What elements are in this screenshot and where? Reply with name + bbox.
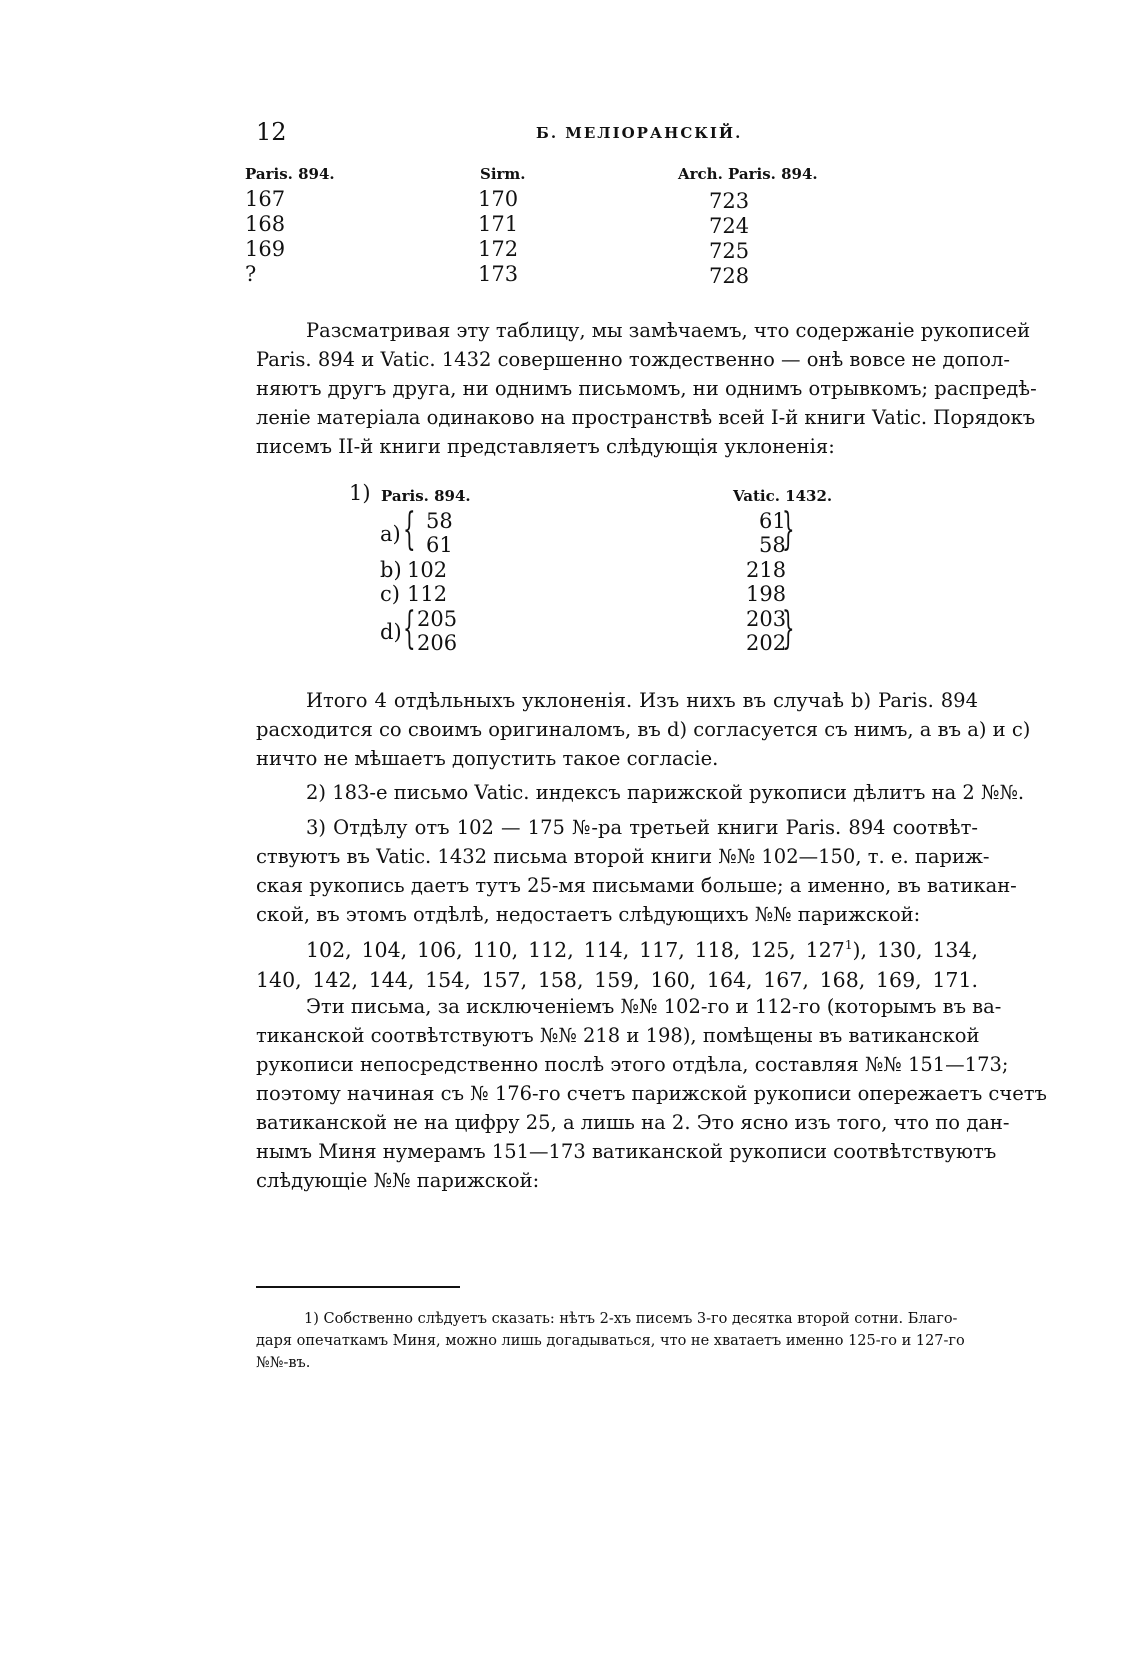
text-line: тиканской соотвѣтствуютъ №№ 218 и 198), помѣщены въ ватиканской xyxy=(256,1024,980,1047)
footnote-mark: 1 xyxy=(844,938,853,952)
table-cell: 723 xyxy=(709,189,750,213)
table-cell: 173 xyxy=(478,262,519,286)
text-line: ватиканской не на цифру 25, а лишь на 2. Это ясно изъ того, что по дан- xyxy=(256,1111,1010,1134)
table-cell: 171 xyxy=(478,212,519,236)
left-brace: { xyxy=(403,504,416,555)
text-line: расходится со своимъ оригиналомъ, въ d) согласуется съ нимъ, а въ a) и c) xyxy=(256,718,1031,741)
paragraph-5 xyxy=(256,930,978,995)
text-line: писемъ II-й книги представляетъ слѣдующiя уклоненiя: xyxy=(256,435,835,458)
table-cell: 205 xyxy=(417,607,458,631)
table-cell: 61 xyxy=(426,533,453,557)
table-cell: 58 xyxy=(426,509,453,533)
group-label: b) xyxy=(380,558,402,582)
number-list-part: ), 130, 134, xyxy=(852,937,979,962)
table-cell: 61 xyxy=(759,509,786,533)
paragraph-1 xyxy=(256,316,1037,461)
text-line: ствуютъ въ Vatic. 1432 письма второй книги №№ 102—150, т. е. париж- xyxy=(256,845,990,868)
text-line: няютъ другъ друга, ни однимъ письмомъ, ни однимъ отрывкомъ; распредѣ- xyxy=(256,377,1037,400)
footnote-line: 1) Собственно слѣдуетъ сказать: нѣтъ 2-хъ писемъ 3-го десятка второй сотни. Благо- xyxy=(304,1311,958,1327)
group-label: a) xyxy=(380,522,401,546)
item-number: 1) xyxy=(349,481,371,505)
table-cell: 102 xyxy=(407,558,448,582)
text-line: нымъ Миня нумерамъ 151—173 ватиканской рукописи соотвѣтствуютъ xyxy=(256,1140,997,1163)
table-cell: 202 xyxy=(746,631,787,655)
table1-header-paris: Paris. 894. xyxy=(245,165,335,183)
table1-header-arch: Arch. Paris. 894. xyxy=(678,165,818,183)
footnote-rule xyxy=(256,1286,460,1288)
table-cell: 218 xyxy=(746,558,787,582)
paragraph-4 xyxy=(256,813,1017,929)
table-cell: ? xyxy=(245,262,257,286)
text-line: поэтому начиная съ № 176-го счетъ парижской рукописи опережаетъ счетъ xyxy=(256,1082,1047,1105)
table-cell: 198 xyxy=(746,582,787,606)
paragraph-3 xyxy=(256,778,1025,807)
text-line xyxy=(256,930,978,965)
table-cell: 728 xyxy=(709,264,750,288)
text-line: ленiе матерiала одинаково на пространствѣ всей I-й книги Vatic. Порядокъ xyxy=(256,406,1036,429)
table-cell: 724 xyxy=(709,214,750,238)
text-line: ничто не мѣшаетъ допустить такое согласiе. xyxy=(256,747,719,770)
text-line: 2) 183-е письмо Vatic. индексъ парижской рукописи дѣлитъ на 2 №№. xyxy=(306,781,1025,804)
number-list-part: 102, 104, 106, 110, 112, 114, 117, 118, 125, 127 xyxy=(306,937,845,962)
text-line: Итого 4 отдѣльныхъ уклоненiя. Изъ нихъ въ случаѣ b) Paris. 894 xyxy=(306,689,978,712)
right-brace: } xyxy=(782,504,795,555)
table-cell: 112 xyxy=(407,582,448,606)
table-cell: 167 xyxy=(245,187,286,211)
group-label: d) xyxy=(380,620,402,644)
table-cell: 206 xyxy=(417,631,458,655)
table-cell: 170 xyxy=(478,187,519,211)
text-line: Paris. 894 и Vatic. 1432 совершенно тождественно — онѣ вовсе не допол- xyxy=(256,348,1010,371)
text-line: Эти письма, за исключенiемъ №№ 102-го и 112-го (которымъ въ ва- xyxy=(306,995,1002,1018)
left-brace: { xyxy=(403,603,416,654)
table-cell: 168 xyxy=(245,212,286,236)
text-line: слѣдующiе №№ парижской: xyxy=(256,1169,540,1192)
running-head: Б. МЕЛIОРАНСКIЙ. xyxy=(536,124,743,142)
footnote xyxy=(256,1308,996,1374)
text-line: 140, 142, 144, 154, 157, 158, 159, 160, 164, 167, 168, 169, 171. xyxy=(256,967,978,992)
table-cell: 169 xyxy=(245,237,286,261)
text-line: рукописи непосредственно послѣ этого отдѣла, составляя №№ 151—173; xyxy=(256,1053,1009,1076)
text-line: ской, въ этомъ отдѣлѣ, недостаетъ слѣдующихъ №№ парижской: xyxy=(256,903,921,926)
table2-header-vatic: Vatic. 1432. xyxy=(733,487,833,505)
table2-header-paris: Paris. 894. xyxy=(381,487,471,505)
table-cell: 725 xyxy=(709,239,750,263)
page-number: 12 xyxy=(256,118,287,146)
footnote-line: даря опечаткамъ Миня, можно лишь догадываться, что не хватаетъ именно 125-го и 127-го xyxy=(256,1333,965,1349)
table-cell: 58 xyxy=(759,533,786,557)
table-cell: 172 xyxy=(478,237,519,261)
right-brace: } xyxy=(782,603,795,654)
paragraph-6 xyxy=(256,992,1047,1195)
group-label: c) xyxy=(380,582,400,606)
table1-header-sirm: Sirm. xyxy=(480,165,526,183)
footnote-line: №№-въ. xyxy=(256,1355,311,1371)
text-line: ская рукопись даетъ тутъ 25-мя письмами больше; а именно, въ ватикан- xyxy=(256,874,1017,897)
paragraph-2 xyxy=(256,686,1031,773)
text-line: Разсматривая эту таблицу, мы замѣчаемъ, что содержанiе рукописей xyxy=(306,319,1031,342)
table-cell: 203 xyxy=(746,607,787,631)
text-line: 3) Отдѣлу отъ 102 — 175 №-ра третьей книги Paris. 894 соотвѣт- xyxy=(306,816,978,839)
